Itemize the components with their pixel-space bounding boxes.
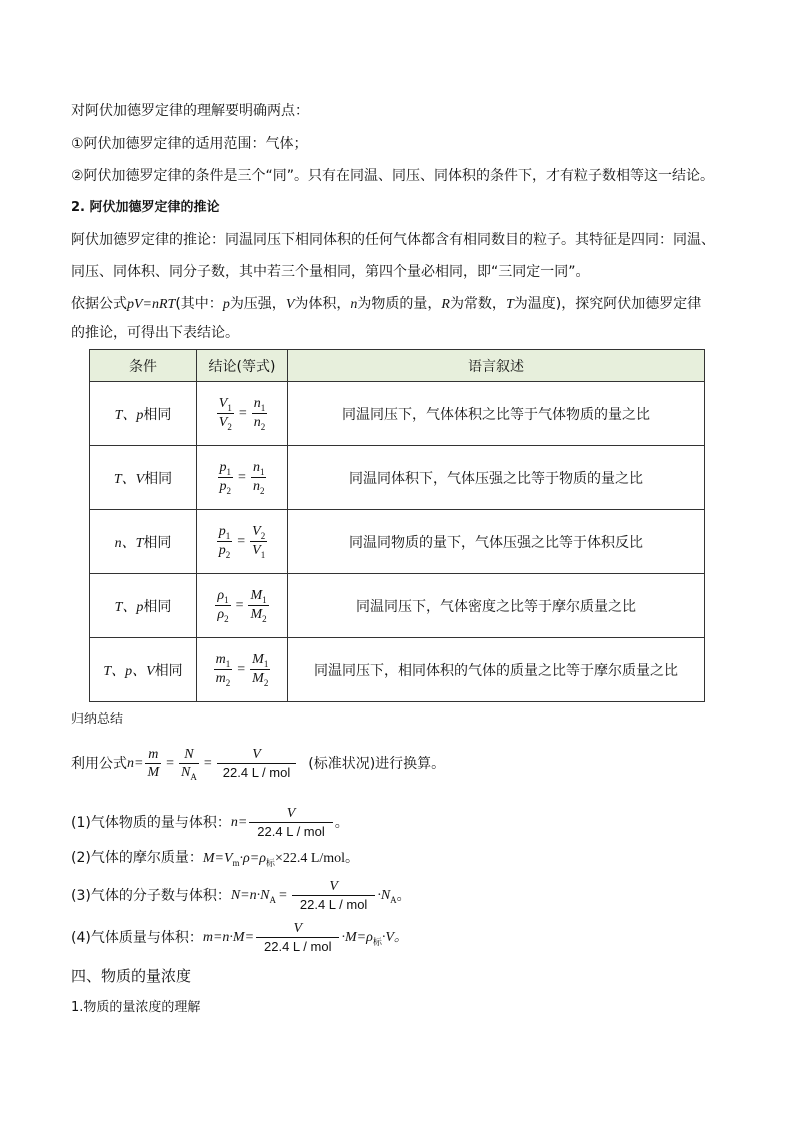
summary-item-4: (4)气体质量与体积： m=n·M= $\frac{V}{\text{22.4 L / mol}}$ ·M=ρ 标 ·V。 bbox=[71, 921, 408, 954]
description-cell: 同温同体积下，气体压强之比等于物质的量之比 bbox=[288, 446, 705, 510]
fraction-N-over-NA: $\frac{N}{N_A}$ bbox=[181, 747, 197, 782]
description-cell: 同温同压下，气体密度之比等于摩尔质量之比 bbox=[288, 574, 705, 638]
section-4-subheading: 1.物质的量浓度的理解 bbox=[71, 1000, 201, 1015]
avogadro-inference-table bbox=[89, 349, 705, 702]
condition-cell: n、T相同 bbox=[90, 510, 197, 574]
conclusion-cell: $\frac{V_1}{V_2}$ = $\frac{n_1}{n_2}$ bbox=[197, 382, 288, 446]
section-2-para1-line1: 阿伏加德罗定律的推论：同温同压下相同体积的任何气体都含有相同数目的粒子。其特征是四同：同温、 bbox=[71, 232, 715, 248]
description-cell: 同温同压下，相同体积的气体的质量之比等于摩尔质量之比 bbox=[288, 638, 705, 702]
intro-point-2: ②阿伏加德罗定律的条件是三个“同”。只有在同温、同压、同体积的条件下，才有粒子数相等这一结论。 bbox=[71, 168, 715, 184]
fraction-m-over-M: $\frac{m}{M}$ bbox=[147, 747, 160, 780]
table-row bbox=[90, 382, 705, 446]
summary-item-1: (1)气体物质的量与体积： n= $\frac{V}{\text{22.4 L / mol}}$ 。 bbox=[71, 806, 349, 839]
section-2-para1-line2: 同压、同体积、同分子数，其中若三个量相同，第四个量必相同，即“三同定一同”。 bbox=[71, 264, 590, 280]
table-row bbox=[90, 446, 705, 510]
condition-cell: T、p相同 bbox=[90, 574, 197, 638]
ideal-gas-formula: pV=nRT bbox=[127, 297, 176, 312]
intro-heading: 对阿伏加德罗定律的理解要明确两点： bbox=[71, 103, 309, 119]
header-conclusion: 结论(等式) bbox=[197, 350, 288, 382]
header-description: 语言叙述 bbox=[288, 350, 705, 382]
section-2-para2-line2: 的推论，可得出下表结论。 bbox=[71, 325, 239, 341]
conclusion-cell: $\frac{m_1}{m_2}$ = $\frac{M_1}{M_2}$ bbox=[197, 638, 288, 702]
fraction-V-over-molar-volume: $\frac{V}{\text{22.4 L / mol}}$ bbox=[217, 746, 296, 782]
description-cell: 同温同物质的量下，气体压强之比等于体积反比 bbox=[288, 510, 705, 574]
condition-cell: T、p、V相同 bbox=[90, 638, 197, 702]
table-row bbox=[90, 574, 705, 638]
table-header-row bbox=[90, 350, 705, 382]
intro-point-1: ①阿伏加德罗定律的适用范围：气体； bbox=[71, 136, 308, 152]
table-row bbox=[90, 510, 705, 574]
conclusion-cell: $\frac{p_1}{p_2}$ = $\frac{V_2}{V_1}$ bbox=[197, 510, 288, 574]
summary-item-3: (3)气体的分子数与体积： N=n·N A = $\frac{V}{\text{22.4 L / mol}}$ ·N A 。 bbox=[71, 879, 411, 912]
condition-cell: T、p相同 bbox=[90, 382, 197, 446]
description-cell: 同温同压下，气体体积之比等于气体物质的量之比 bbox=[288, 382, 705, 446]
section-2-para2-line1: 依据公式pV=nRT(其中：p为压强，V为体积，n为物质的量，R为常数，T为温度)，探究阿伏加德罗定律 bbox=[71, 296, 702, 312]
conclusion-cell: $\frac{p_1}{p_2}$ = $\frac{n_1}{n_2}$ bbox=[197, 446, 288, 510]
table-row bbox=[90, 638, 705, 702]
summary-main-formula: 利用公式 n= $\frac{m}{M}$ = $\frac{N}{N_A}$ = $\frac{V}{\text{22.4 L / mol}}$ (标准状况)进行换算。 bbox=[71, 747, 446, 782]
header-condition: 条件 bbox=[90, 350, 197, 382]
summary-title: 归纳总结 bbox=[71, 712, 124, 727]
section-2-title: 2. 阿伏加德罗定律的推论 bbox=[71, 200, 220, 215]
condition-cell: T、V相同 bbox=[90, 446, 197, 510]
section-4-title: 四、物质的量浓度 bbox=[71, 967, 192, 985]
summary-item-2: (2)气体的摩尔质量：$M=V_m\cdot\rho=\rho_标\times 22.4$ L/mol。 bbox=[71, 850, 360, 868]
conclusion-cell: $\frac{\rho_1}{\rho_2}$ = $\frac{M_1}{M_2}$ bbox=[197, 574, 288, 638]
